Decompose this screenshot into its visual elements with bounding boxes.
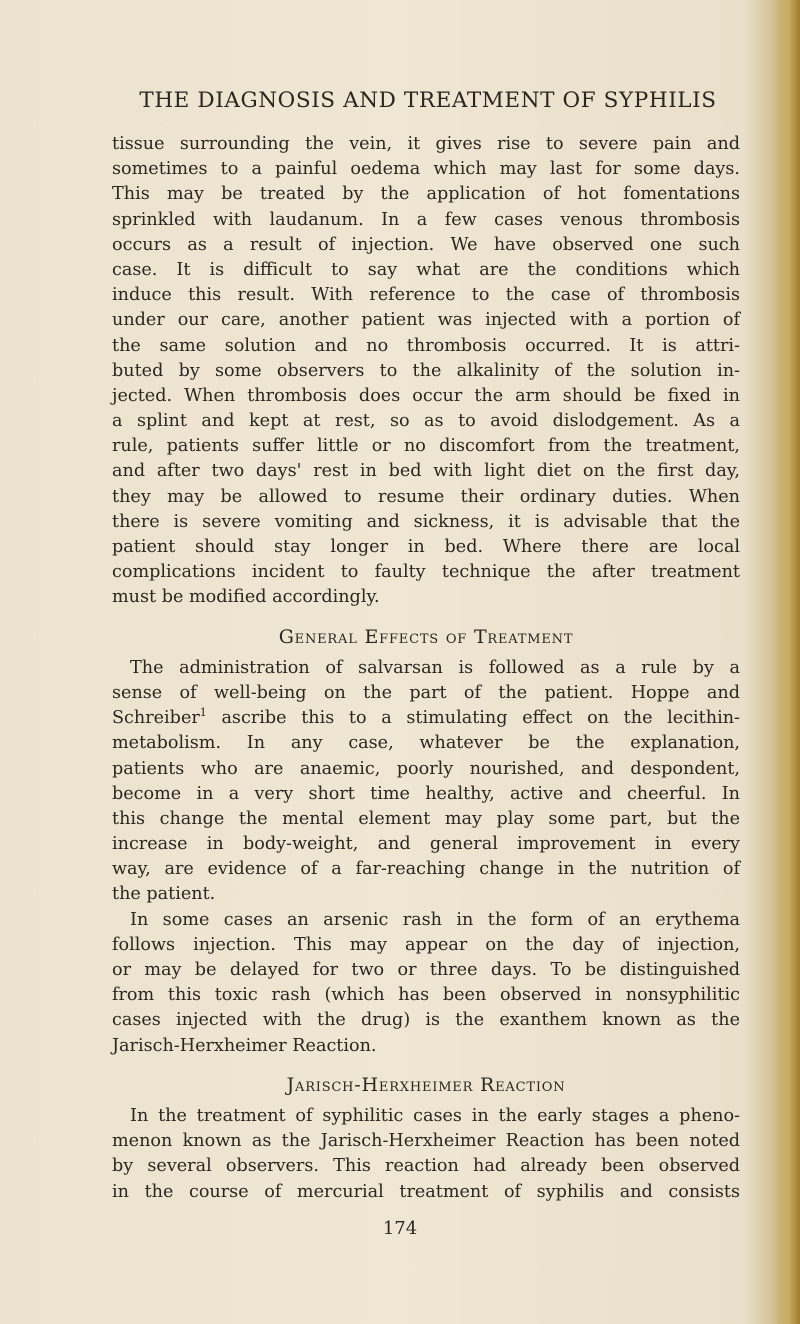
text-line: menon known as the Jarisch-Herxheimer Reaction has been noted	[112, 1131, 740, 1152]
text-line: increase in body-weight, and general improvement in every	[112, 834, 740, 855]
text-line: patients who are anaemic, poorly nourished, and despondent,	[112, 758, 740, 779]
body-text	[112, 132, 740, 1205]
text-line: way, are evidence of a far-reaching change in the nutrition of	[112, 859, 740, 880]
text-line: the patient.	[112, 884, 216, 905]
text-line: Jarisch-Herxheimer Reaction.	[112, 1035, 377, 1056]
text-line: In some cases an arsenic rash in the form of an erythema	[130, 909, 740, 930]
running-head: THE DIAGNOSIS AND TREATMENT OF SYPHILIS	[139, 88, 717, 113]
text-line: must be modified accordingly.	[112, 587, 380, 608]
text-fragment: ascribe this to a stimulating effect on the lecithin-	[206, 708, 740, 729]
text-line: under our care, another patient was injected with a portion of	[112, 310, 740, 331]
text-line: sometimes to a painful oedema which may last for some days.	[112, 159, 740, 180]
text-line: and after two days' rest in bed with light diet on the first day,	[112, 461, 740, 482]
section-heading: General Effects of Treatment	[278, 625, 574, 648]
text-line: the same solution and no thrombosis occurred. It is attri-	[112, 335, 740, 356]
text-line: The administration of salvarsan is followed as a rule by a	[130, 657, 740, 678]
text-line: follows injection. This may appear on the day of injection,	[112, 934, 740, 955]
text-line: tissue surrounding the vein, it gives rise to severe pain and	[112, 134, 740, 154]
text-line: case. It is difficult to say what are the conditions which	[112, 259, 740, 280]
text-line: buted by some observers to the alkalinity of the solution in-	[112, 360, 740, 381]
page-number: 174	[382, 1218, 418, 1239]
text-line: induce this result. With reference to the case of thrombosis	[112, 285, 740, 306]
text-line: sprinkled with laudanum. In a few cases venous thrombosis	[112, 209, 740, 230]
text-line	[112, 706, 740, 731]
text-line: complications incident to faulty technique the after treatment	[112, 562, 740, 583]
text-line: from this toxic rash (which has been observed in nonsyphilitic	[112, 985, 740, 1006]
text-line: jected. When thrombosis does occur the arm should be fixed in	[112, 385, 740, 406]
text-line: In the treatment of syphilitic cases in the early stages a pheno-	[130, 1105, 740, 1126]
text-line: or may be delayed for two or three days. To be distinguished	[112, 960, 740, 980]
text-line: by several observers. This reaction had already been observed	[112, 1156, 740, 1177]
text-line: patient should stay longer in bed. Where there are local	[112, 537, 740, 557]
text-line: rule, patients suffer little or no discomfort from the treatment,	[112, 436, 740, 457]
footnote-mark: 1	[199, 706, 207, 720]
text-line: in the course of mercurial treatment of syphilis and consists	[112, 1181, 740, 1202]
text-line: they may be allowed to resume their ordinary duties. When	[112, 486, 740, 507]
section-heading: Jarisch-Herxheimer Reaction	[286, 1073, 566, 1096]
text-line: occurs as a result of injection. We have observed one such	[112, 234, 740, 255]
page-edge	[774, 0, 800, 1324]
text-line: sense of well-being on the part of the patient. Hoppe and	[112, 682, 740, 703]
text-line: cases injected with the drug) is the exanthem known as the	[112, 1010, 740, 1031]
text-line: metabolism. In any case, whatever be the explanation,	[112, 733, 740, 754]
text-line: a splint and kept at rest, so as to avoid dislodgement. As a	[112, 411, 740, 432]
text-fragment: Schreiber	[112, 708, 200, 729]
text-line: become in a very short time healthy, active and cheerful. In	[112, 783, 740, 804]
text-line: This may be treated by the application of hot fomentations	[112, 184, 740, 205]
text-line: there is severe vomiting and sickness, it is advisable that the	[112, 511, 740, 532]
text-line: this change the mental element may play some part, but the	[112, 808, 740, 829]
